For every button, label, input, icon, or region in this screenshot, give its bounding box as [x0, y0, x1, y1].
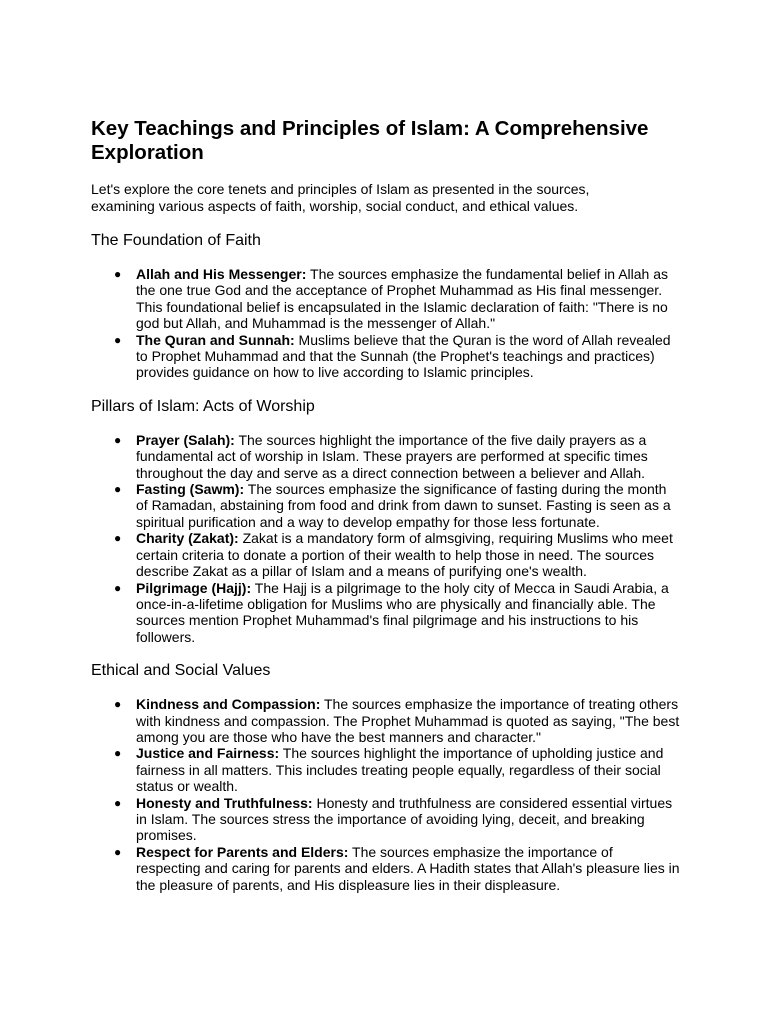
bullet-icon: ● — [114, 580, 122, 595]
item-term: Charity (Zakat): — [136, 530, 239, 547]
list-item — [91, 266, 681, 332]
list-item — [91, 580, 681, 646]
item-text: The Hajj is a pilgrimage to the holy city of Mecca in Saudi Arabia, a once-in-a-lifetime obligation for Muslims who are physically and financially able. The sources mention Prophet Muhammad's final pilgrimage and his instructions to his followers. — [136, 579, 669, 645]
bullet-icon: ● — [114, 482, 122, 497]
list-item — [91, 332, 681, 381]
item-text: The sources emphasize the importance of respecting and caring for parents and elders. A Hadith states that Allah's pleasure lies in the pleasure of parents, and His displeasure lies in their displeasure. — [136, 843, 680, 893]
bullet-list-pillars-of-islam — [91, 432, 688, 645]
list-item — [91, 745, 681, 794]
bullet-icon: ● — [114, 844, 122, 859]
bullet-list-foundation-of-faith — [91, 266, 688, 381]
item-term: Pilgrimage (Hajj): — [136, 579, 252, 596]
item-term: Fasting (Sawm): — [136, 481, 245, 498]
intro-paragraph: Let's explore the core tenets and principles of Islam as presented in the sources, examining various aspects of faith, worship, social conduct, and ethical values. — [91, 181, 590, 214]
section-heading-pillars-of-islam: Pillars of Islam: Acts of Worship — [91, 397, 315, 415]
bullet-icon: ● — [114, 332, 122, 347]
item-text: The sources emphasize the importance of treating others with kindness and compassion. The Prophet Muhammad is quoted as saying, "The best among you are those who have the best manners and character." — [136, 696, 680, 745]
document-title: Key Teachings and Principles of Islam: A Comprehensive Exploration — [91, 117, 649, 164]
item-text: The sources emphasize the fundamental belief in Allah as the one true God and the acceptance of Prophet Muhammad as His final messenger. This foundational belief is encapsulated in the Islamic declaration of faith: "There is no god but Allah, and Muhammad is the messenger of Allah." — [136, 266, 669, 332]
bullet-list-ethical-and-social-values — [91, 696, 688, 893]
list-item — [91, 844, 681, 893]
bullet-icon: ● — [114, 432, 122, 447]
list-item — [91, 530, 681, 579]
item-term: Respect for Parents and Elders: — [136, 843, 349, 860]
bullet-icon: ● — [114, 697, 122, 712]
item-text: The sources highlight the importance of upholding justice and fairness in all matters. This includes treating people equally, regardless of their social status or wealth. — [136, 745, 664, 795]
item-term: Justice and Fairness: — [136, 745, 280, 762]
item-text: The sources highlight the importance of the five daily prayers as a fundamental act of worship in Islam. These prayers are performed at specific times throughout the day and serve as a direct connection between a believer and Allah. — [136, 431, 648, 481]
list-item — [91, 481, 681, 530]
list-item — [91, 432, 681, 481]
list-item — [91, 795, 681, 844]
item-term: Honesty and Truthfulness: — [136, 794, 313, 811]
section-heading-ethical-and-social-values: Ethical and Social Values — [91, 662, 271, 680]
section-heading-foundation-of-faith: The Foundation of Faith — [91, 232, 261, 249]
item-term: Allah and His Messenger: — [136, 266, 307, 282]
bullet-icon: ● — [114, 267, 122, 281]
bullet-icon: ● — [114, 746, 122, 761]
item-term: Prayer (Salah): — [136, 431, 235, 448]
item-text: The sources emphasize the significance of fasting during the month of Ramadan, abstaining from food and drink from dawn to sunset. Fasting is seen as a spiritual purification and a way to develop empathy for those less fortunate. — [136, 481, 671, 530]
item-text: Honesty and truthfulness are considered essential virtues in Islam. The sources stress the importance of avoiding lying, deceit, and breaking promises. — [136, 794, 673, 844]
bullet-icon: ● — [114, 531, 122, 546]
item-term: The Quran and Sunnah: — [136, 331, 295, 348]
item-text: Muslims believe that the Quran is the word of Allah revealed to Prophet Muhammad and that the Sunnah (the Prophet's teachings and practices) provides guidance on how to live according to Islamic principles. — [136, 331, 671, 381]
item-text: Zakat is a mandatory form of almsgiving, requiring Muslims who meet certain criteria to donate a portion of their wealth to help those in need. The sources describe Zakat as a pillar of Islam and a means of purifying one's wealth. — [136, 530, 673, 580]
bullet-icon: ● — [114, 795, 122, 810]
item-term: Kindness and Compassion: — [136, 696, 321, 713]
list-item — [91, 696, 681, 745]
